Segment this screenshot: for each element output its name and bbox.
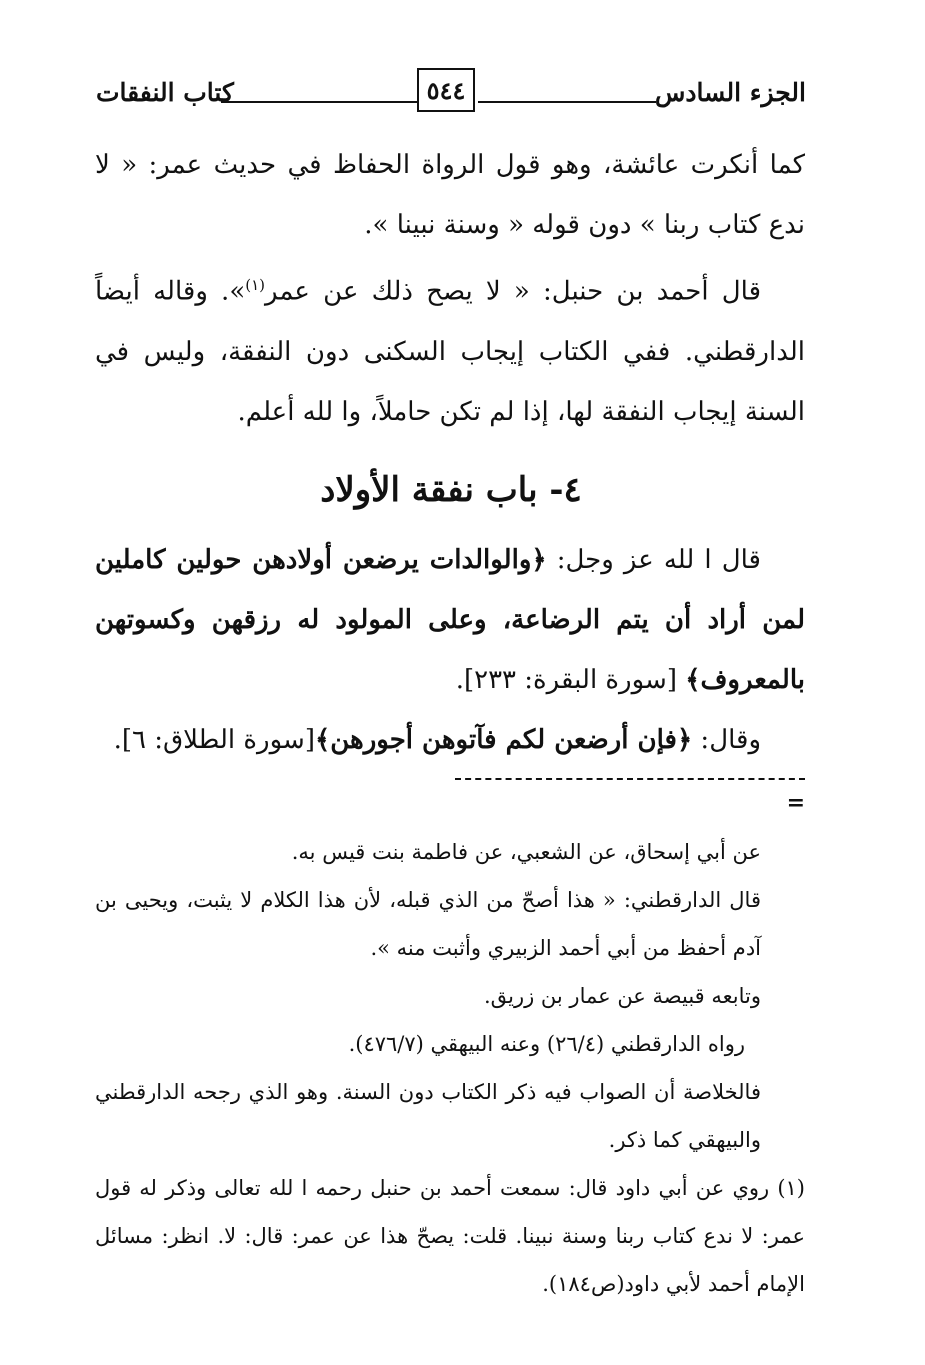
paragraph-1: كما أنكرت عائشة، وهو قول الرواة الحفاظ في حديث عمر: « لا ندع كتاب ربنا » دون قوله « وسنة نبينا ». (95, 150, 805, 240)
page-header (96, 68, 806, 118)
verse-1 (95, 530, 805, 710)
verse-2 (95, 710, 805, 770)
footnotes (95, 828, 805, 1308)
paragraph-2-part-a: قال أحمد بن حنبل: « لا يصح ذلك عن عمر (265, 276, 761, 307)
verse-2-text: ﴿فإن أرضعن لكم فآتوهن أجورهن﴾ (314, 725, 693, 755)
verse-1-ref: [سورة البقرة: ٢٣٣]. (455, 665, 677, 695)
verse-block (95, 530, 805, 770)
header-rule-right (478, 101, 656, 103)
paragraph-2 (95, 255, 805, 442)
main-text (95, 135, 805, 442)
footnote-separator (455, 778, 805, 780)
chapter-title: ٤- باب نفقة الأولاد (320, 470, 582, 510)
footnote-line-4: رواه الدارقطني (٢٦/٤) وعنه البيهقي (٤٧٦/٧). (348, 1032, 745, 1056)
verse-2-ref: [سورة الطلاق: ٦]. (113, 725, 315, 755)
verse-1-intro: قال ا لله عز وجل: (546, 545, 761, 575)
verse-2-intro: وقال: (692, 725, 761, 755)
page-number: ٥٤٤ (417, 68, 475, 112)
volume-label: الجزء السادس (654, 78, 806, 107)
footnote-1: (١) روي عن أبي داود قال: سمعت أحمد بن حنبل رحمه ا لله تعالى وذكر له قول عمر: لا ندع كتاب ربنا وسنة نبينا. قلت: يصحّ هذا عن عمر: قال: لا. انظر: مسائل الإمام أحمد لأبي داود(ص١٨٤). (95, 1176, 805, 1296)
footnote-line-5: فالخلاصة أن الصواب فيه ذكر الكتاب دون السنة. وهو الذي رجحه الدارقطني والبيهقي كما ذكر. (95, 1080, 761, 1152)
book-title: كتاب النفقات (96, 78, 234, 107)
footnote-line-3: وتابعه قبيصة عن عمار بن زريق. (483, 984, 761, 1008)
footnote-ref-1: (١) (245, 276, 266, 294)
paragraph-2-part-b: ». وقاله أيضاً الدارقطني. ففي الكتاب إيجاب السكنى دون النفقة، وليس في السنة إيجاب النفقة لها، إذا لم تكن حاملاً، وا لله أعلم. (95, 276, 805, 427)
continuation-mark: = (786, 790, 805, 816)
verse-1-text: ﴿والوالدات يرضعن أولادهن حولين كاملين لمن أراد أن يتم الرضاعة، وعلى المولود له رزقهن وكسوتهن بالمعروف﴾ (95, 545, 805, 695)
header-rule-left (221, 101, 417, 103)
footnote-line-1: عن أبي إسحاق، عن الشعبي، عن فاطمة بنت قيس به. (291, 840, 761, 864)
footnote-line-2: قال الدارقطني: « هذا أصحّ من الذي قبله، لأن هذا الكلام لا يثبت، ويحيى بن آدم أحفظ من أبي أحمد الزبيري وأثبت منه ». (95, 888, 761, 960)
